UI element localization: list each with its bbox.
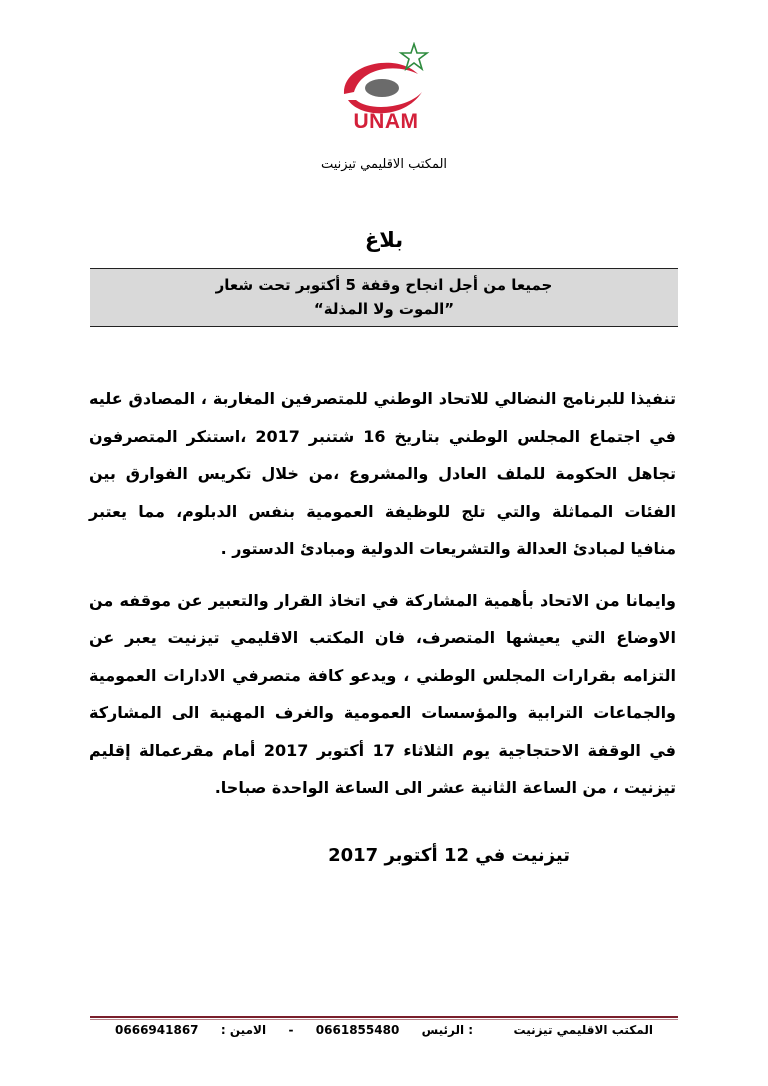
document-heading: بلاغ	[364, 228, 404, 252]
footer-office: المكتب الاقليمي تيزنيت	[513, 1023, 653, 1037]
footer-contact	[90, 1023, 678, 1037]
footer-president-label: : الرئيس	[421, 1023, 474, 1037]
title-box	[90, 268, 678, 327]
footer-divider-light	[90, 1019, 678, 1020]
title-line-2: ”الموت ولا المذلة“	[313, 300, 455, 318]
footer-treasurer-label: الامين :	[220, 1023, 267, 1037]
title-line-1: جميعا من أجل انجاح وقفة 5 أكتوبر تحت شعار	[215, 276, 553, 294]
logo-wordmark: UNAM	[353, 110, 419, 133]
paragraph-1: تنفيذا للبرنامج النضالي للاتحاد الوطني للمتصرفين المغاربة ، المصادق عليه في اجتماع المجلس الوطني بتاريخ 16 شتنبر 2017 ،استنكر المتصرفون تجاهل الحكومة للملف العادل والمشروع ،من خلال تكريس الفوارق بين الفئات المماثلة والتي تلج للوظيفة العمومية بنفس الدبلوم، مما يعتبر منافيا لمبادئ العدالة والتشريعات الدولية ومبادئ الدستور .	[89, 389, 677, 558]
office-name: المكتب الاقليمي تيزنيت	[320, 157, 448, 172]
footer-separator: -	[288, 1023, 294, 1037]
footer-president-phone: 0661855480	[315, 1023, 400, 1037]
star-icon	[401, 44, 427, 69]
paragraph-2: وايمانا من الاتحاد بأهمية المشاركة في اتخاذ القرار والتعبير عن موقفه من الاوضاع التي يعيشها المتصرف، فان المكتب الاقليمي تيزنيت يعبر عن التزامه بقرارات المجلس الوطني ، ويدعو كافة متصرفي الادارات العمومية والجماعات الترابية والمؤسسات العمومية والغرف المهنية الى المشاركة في الوقفة الاحتجاجية يوم الثلاثاء 17 أكتوبر 2017 أمام مقرعمالة إقليم تيزنيت ، من الساعة الثانية عشر الى الساعة الواحدة صباحا.	[89, 590, 676, 797]
footer-treasurer-phone: 0666941867	[115, 1023, 199, 1037]
document-body	[89, 380, 676, 807]
footer-divider	[90, 1016, 678, 1018]
date-line: تيزنيت في 12 أكتوبر 2017	[328, 845, 570, 866]
